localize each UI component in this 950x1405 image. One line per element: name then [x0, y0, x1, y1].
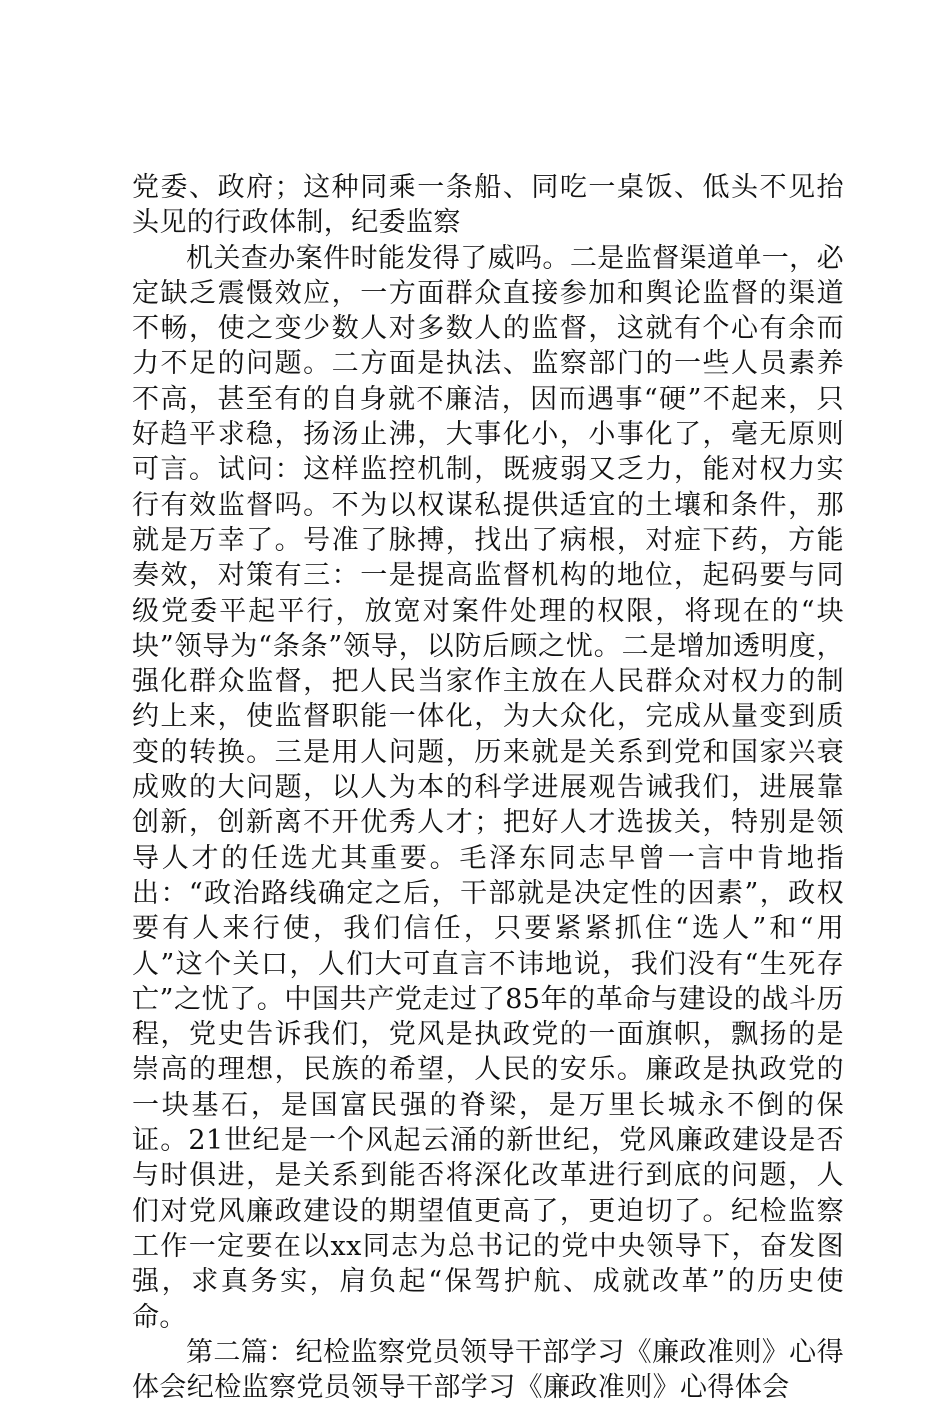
paragraph-section-heading: 第二篇：纪检监察党员领导干部学习《廉政准则》心得体会纪检监察党员领导干部学习《廉政准则》心得体会 — [132, 1336, 844, 1404]
paragraph-continuation: 党委、政府；这种同乘一条船、同吃一桌饭、低头不见抬头见的行政体制，纪委监察 — [132, 172, 844, 239]
document-body — [132, 170, 844, 1405]
paragraph-main: 机关查办案件时能发得了威吗。二是监督渠道单一，必定缺乏震慑效应，一方面群众直接参加和舆论监督的渠道不畅，使之变少数人对多数人的监督，这就有个心有余而力不足的问题。二方面是执法、监察部门的一些人员素养不高，甚至有的自身就不廉洁，因而遇事“硬”不起来，只好趋平求稳，扬汤止沸，大事化小，小事化了，毫无原则可言。试问：这样监控机制，既疲弱又乏力，能对权力实行有效监督吗。不为以权谋私提供适宜的土壤和条件，那就是万幸了。号准了脉搏，找出了病根，对症下药，方能奏效，对策有三：一是提高监督机构的地位，起码要与同级党委平起平行，放宽对案件处理的权限，将现在的“块块”领导为“条条”领导，以防后顾之忧。二是增加透明度，强化群众监督，把人民当家作主放在人民群众对权力的制约上来，使监督职能一体化，为大众化，完成从量变到质变的转换。三是用人问题，历来就是关系到党和国家兴衰成败的大问题，以人为本的科学进展观告诫我们，进展靠创新，创新离不开优秀人才；把好人才选拔关，特别是领导人才的任选尤其重要。毛泽东同志早曾一言中肯地指出：“政治路线确定之后，干部就是决定性的因素”，政权要有人来行使，我们信任，只要紧紧抓住“选人”和“用人”这个关口，人们大可直言不讳地说，我们没有“生死存亡”之忧了。中国共产党走过了85年的革命与建设的战斗历程，党史告诉我们，党风是执政党的一面旗帜，飘扬的是崇高的理想，民族的希望，人民的安乐。廉政是执政党的一块基石，是国富民强的脊梁，是万里长城永不倒的保证。21世纪是一个风起云涌的新世纪，党风廉政建设是否与时俱进，是关系到能否将深化改革进行到底的问题，人们对党风廉政建设的期望值更高了，更迫切了。纪检监察工作一定要在以xx同志为总书记的党中央领导下，奋发图强，求真务实，肩负起“保驾护航、成就改革”的历史使命。 — [132, 242, 844, 1333]
